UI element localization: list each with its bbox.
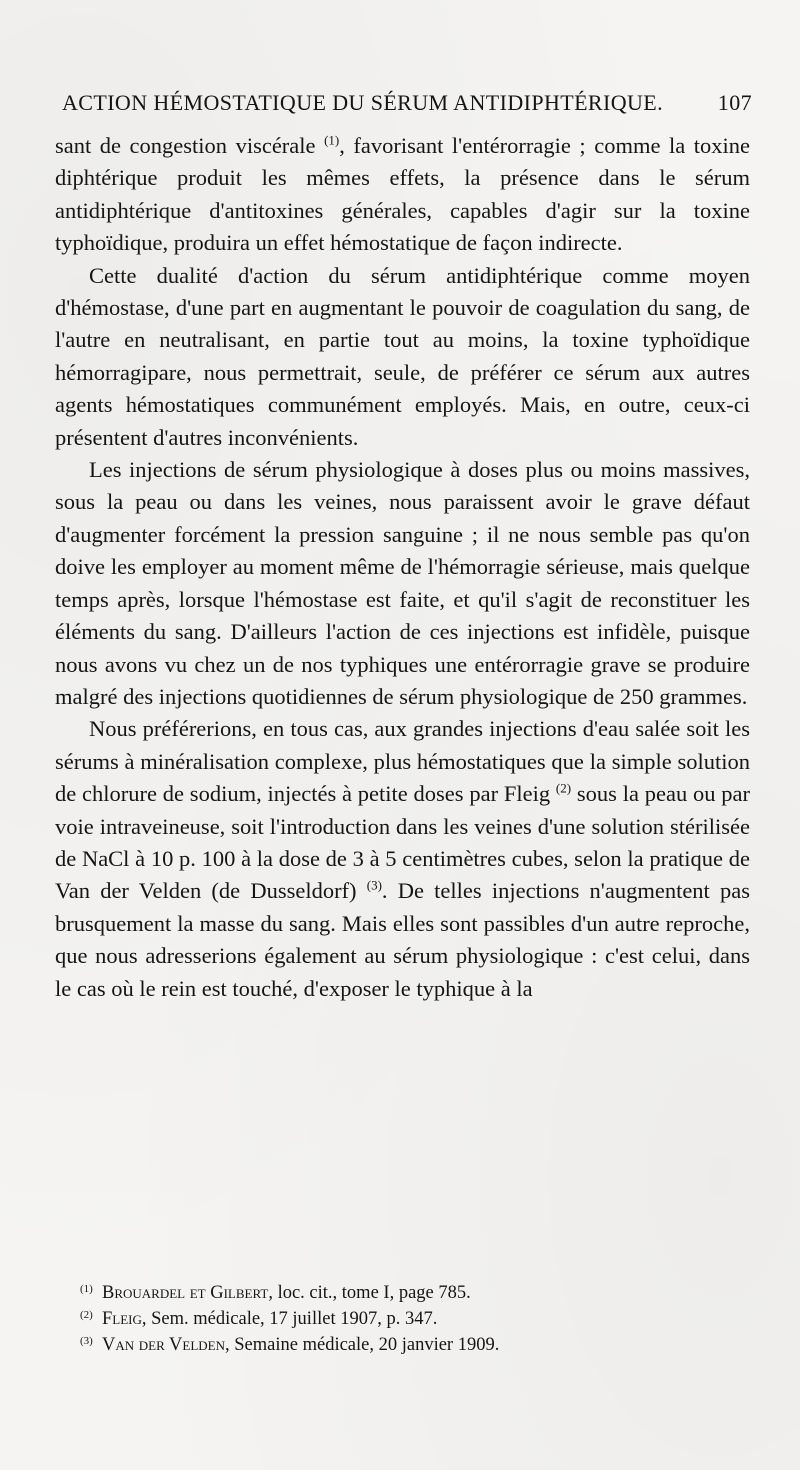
footnote-mark: (1) bbox=[80, 1283, 93, 1295]
p1-text-a: sant de congestion viscérale bbox=[55, 133, 325, 158]
footnote-ref-2: (2) bbox=[555, 780, 572, 796]
footnotes bbox=[80, 1280, 750, 1358]
p1-text-b: , favorisant l'entérorragie ; comme la toxine diphtérique produit les mêmes effets, la présence dans le sérum antidiphtérique d'antitoxines générales, capables d'agir sur la toxine typhoïdique, produira un effet hémostatique de façon indirecte. bbox=[55, 133, 750, 256]
footnote-author: Fleig bbox=[102, 1309, 142, 1329]
footnote-ref-1: (1) bbox=[324, 132, 340, 148]
p4-text-a: Nous préférerions, en tous cas, aux grandes injections d'eau salée soit les sérums à minéralisation complexe, plus hémostatiques que la simple solution de chlorure de sodium, injectés à petite doses par Fleig bbox=[55, 716, 750, 807]
paragraph-3: Les injections de sérum physiologique à doses plus ou moins massives, sous la peau ou dans les veines, nous paraissent avoir le grave défaut d'augmenter forcément la pression sanguine ; il ne nous semble pas qu'on doive les employer au moment même de l'hémorragie sérieuse, mais quelque temps après, lorsque l'hémostase est faite, et qu'il s'agit de reconstituer les éléments du sang. D'ailleurs l'action de ces injections est infidèle, puisque nous avons vu chez un de nos typhiques une entérorragie grave se produire malgré des injections quotidiennes de sérum physiologique de 250 grammes. bbox=[55, 457, 750, 709]
footnote-mark: (3) bbox=[80, 1335, 93, 1347]
p4-text-b: sous la peau ou par voie intraveineuse, soit l'introduction dans les veines d'une solution stérilisée de NaCl à 10 p. 100 à la dose de 3 à 5 centimètres cubes, selon la pratique de Van der Velden (de Dusseldorf) bbox=[55, 781, 751, 904]
footnote-1 bbox=[80, 1280, 750, 1306]
footnote-author: Brouardel et Gilbert bbox=[102, 1283, 269, 1303]
footnote-mark: (2) bbox=[80, 1309, 93, 1321]
footnote-author: Van der Velden bbox=[102, 1335, 226, 1355]
paragraph-4 bbox=[55, 713, 750, 1005]
body-text bbox=[55, 130, 750, 1005]
page-number: 107 bbox=[717, 90, 752, 115]
paragraph-1 bbox=[55, 130, 750, 260]
running-header bbox=[62, 90, 752, 116]
footnote-3 bbox=[80, 1332, 750, 1358]
footnote-source: , loc. cit., tome I, page 785. bbox=[268, 1283, 471, 1303]
running-title: ACTION HÉMOSTATIQUE DU SÉRUM ANTIDIPHTÉRIQUE. bbox=[62, 90, 664, 115]
footnote-ref-3: (3) bbox=[366, 877, 382, 893]
paragraph-2: Cette dualité d'action du sérum antidiphtérique comme moyen d'hémostase, d'une part en augmentant le pouvoir de coagulation du sang, de l'autre en neutralisant, en partie tout au moins, la toxine typhoïdique hémorragipare, nous permettrait, seule, de préférer ce sérum aux autres agents hémostatiques communément employés. Mais, en outre, ceux-ci présentent d'autres inconvénients. bbox=[55, 262, 750, 450]
footnote-source: , Semaine médicale, 20 janvier 1909. bbox=[225, 1335, 500, 1355]
p4-text-c: . De telles injections n'augmentent pas brusquement la masse du sang. Mais elles sont passibles d'un autre reproche, que nous adresserions également au sérum physiologique : c'est celui, dans le cas où le rein est touché, d'exposer le typhique à la bbox=[55, 878, 751, 1001]
footnote-source: , Sem. médicale, 17 juillet 1907, p. 347. bbox=[141, 1309, 438, 1329]
footnote-2 bbox=[80, 1306, 750, 1332]
